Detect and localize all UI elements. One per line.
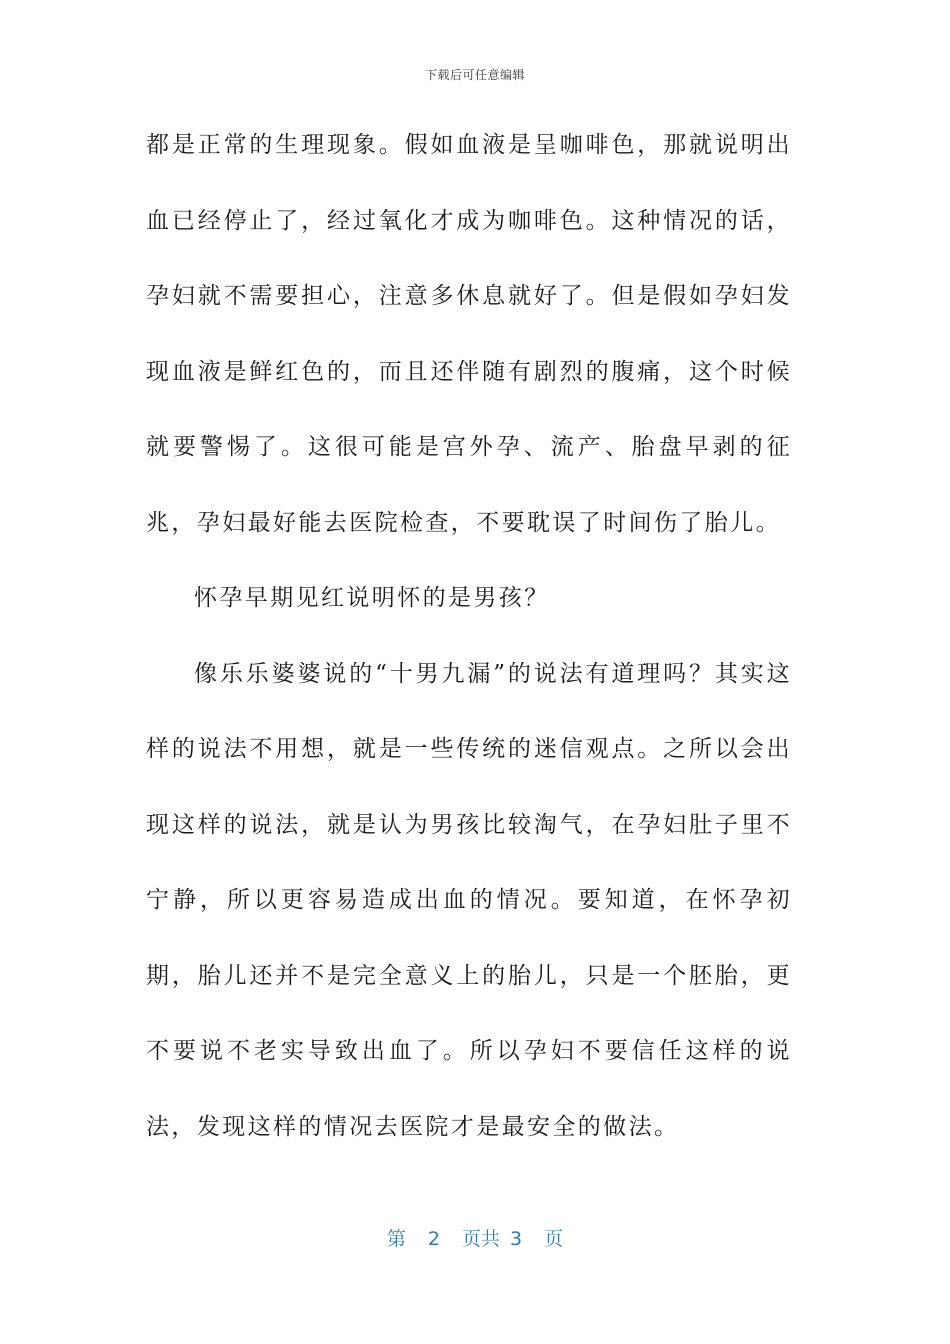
footer-middle: 页共 bbox=[461, 1228, 500, 1250]
paragraph-3: 像乐乐婆婆说的“十男九漏”的说法有道理吗？其实这样的说法不用想，就是一些传统的迷信观点。之所以会出现这样的说法，就是认为男孩比较淘气，在孕妇肚子里不宁静，所以更容易造成出血的情况。要知道，在怀孕初期，胎儿还并不是完全意义上的胎儿，只是一个胚胎，更不要说不老实导致出血了。所以孕妇不要信任这样的说法，发现这样的情况去医院才是最安全的做法。 bbox=[146, 660, 792, 1140]
page-number-footer bbox=[0, 1224, 950, 1251]
paragraph-question-heading: 怀孕早期见红说明怀的是男孩？ bbox=[194, 585, 550, 611]
document-body bbox=[146, 108, 792, 1165]
footer-suffix: 页 bbox=[544, 1228, 564, 1250]
page-header: 下载后可任意编辑 bbox=[424, 68, 525, 82]
footer-total-pages: 3 bbox=[510, 1228, 523, 1250]
paragraph-1: 都是正常的生理现象。假如血液是呈咖啡色，那就说明出血已经停止了，经过氧化才成为咖啡色。这种情况的话，孕妇就不需要担心，注意多休息就好了。但是假如孕妇发现血液是鲜红色的，而且还伴随有剧烈的腹痛，这个时候就要警惕了。这很可能是宫外孕、流产、胎盘早剥的征兆，孕妇最好能去医院检查，不要耽误了时间伤了胎儿。 bbox=[146, 132, 792, 536]
footer-current-page: 2 bbox=[427, 1228, 440, 1250]
footer-prefix: 第 bbox=[386, 1228, 406, 1250]
